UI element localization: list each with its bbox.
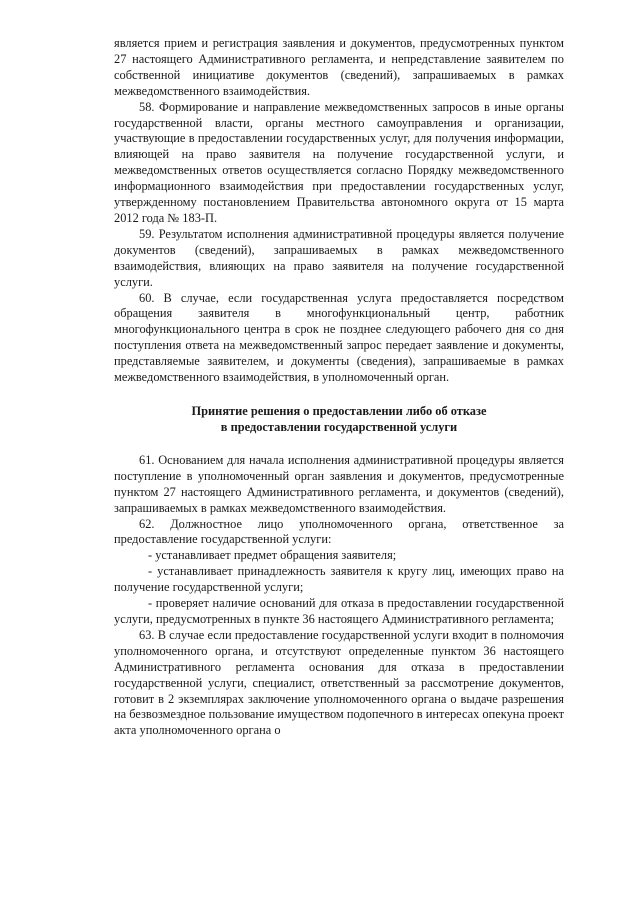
paragraph-63: 63. В случае если предоставление государственной услуги входит в полномочия уполномоченного органа, и отсутствуют определенные пунктом 36 настоящего Административного регламента основания для отказа в предоставлении государственной услуги, специалист, ответственный за рассмотрение документов, готовит в 2 экземплярах заключение уполномоченного органа о выдаче разрешения на безвозмездное пользование имуществом подопечного в интересах опекуна проект акта уполномоченного органа о [114,627,564,738]
paragraph-62-item-1: - устанавливает предмет обращения заявителя; [148,548,397,563]
paragraph-62: 62. Должностное лицо уполномоченного органа, ответственное за предоставление государственной услуги: [114,516,564,547]
document-page [114,36,564,739]
paragraph-61: 61. Основанием для начала исполнения административной процедуры является поступление в уполномоченный орган заявления и документов, предусмотренные пунктом 27 настоящего Административного регламента, и документов (сведений), запрашиваемых в рамках межведомственного взаимодействия. [114,452,564,515]
paragraph-59: 59. Результатом исполнения административной процедуры является получение документов (сведений), запрашиваемых в рамках межведомственного взаимодействия, влияющих на право заявителя на получение государственной услуги. [114,226,564,289]
section-heading [114,403,564,435]
intro-paragraph: является прием и регистрация заявления и документов, предусмотренных пунктом 27 настоящего Административного регламента, и непредставление заявителем по собственной инициативе документов (сведений), запрашиваемых в рамках межведомственного взаимодействия. [114,36,564,98]
section-heading-line-2: в предоставлении государственной услуги [220,419,458,434]
paragraph-58: 58. Формирование и направление межведомственных запросов в иные органы государственной власти, органы местного самоуправления и организации, участвующие в предоставлении государственных услуг, для получения информации, влияющей на право заявителя на получение государственной услуги, и межведомственных ответов осуществляется согласно Порядку межведомственного информационного взаимодействия при предоставлении государственных услуг, утвержденному постановлением Правительства автономного округа от 15 марта 2012 года № 183-П. [114,99,564,225]
paragraph-62-item-2: - устанавливает принадлежность заявителя к кругу лиц, имеющих право на получение государственной услуги; [114,564,564,595]
paragraph-62-item-3: - проверяет наличие оснований для отказа в предоставлении государственной услуги, предусмотренных в пункте 36 настоящего Административного регламента; [114,596,564,626]
section-heading-line-1: Принятие решения о предоставлении либо об отказе [191,403,487,418]
paragraph-60: 60. В случае, если государственная услуга предоставляется посредством обращения заявителя в многофункциональный центр, работник многофункционального центра в срок не позднее следующего рабочего дня со дня поступления ответа на межведомственный запрос передает заявление и документы, представляемые заявителем, и документы (сведения), запрашиваемые в рамках межведомственного взаимодействия, в уполномоченный орган. [114,290,564,385]
